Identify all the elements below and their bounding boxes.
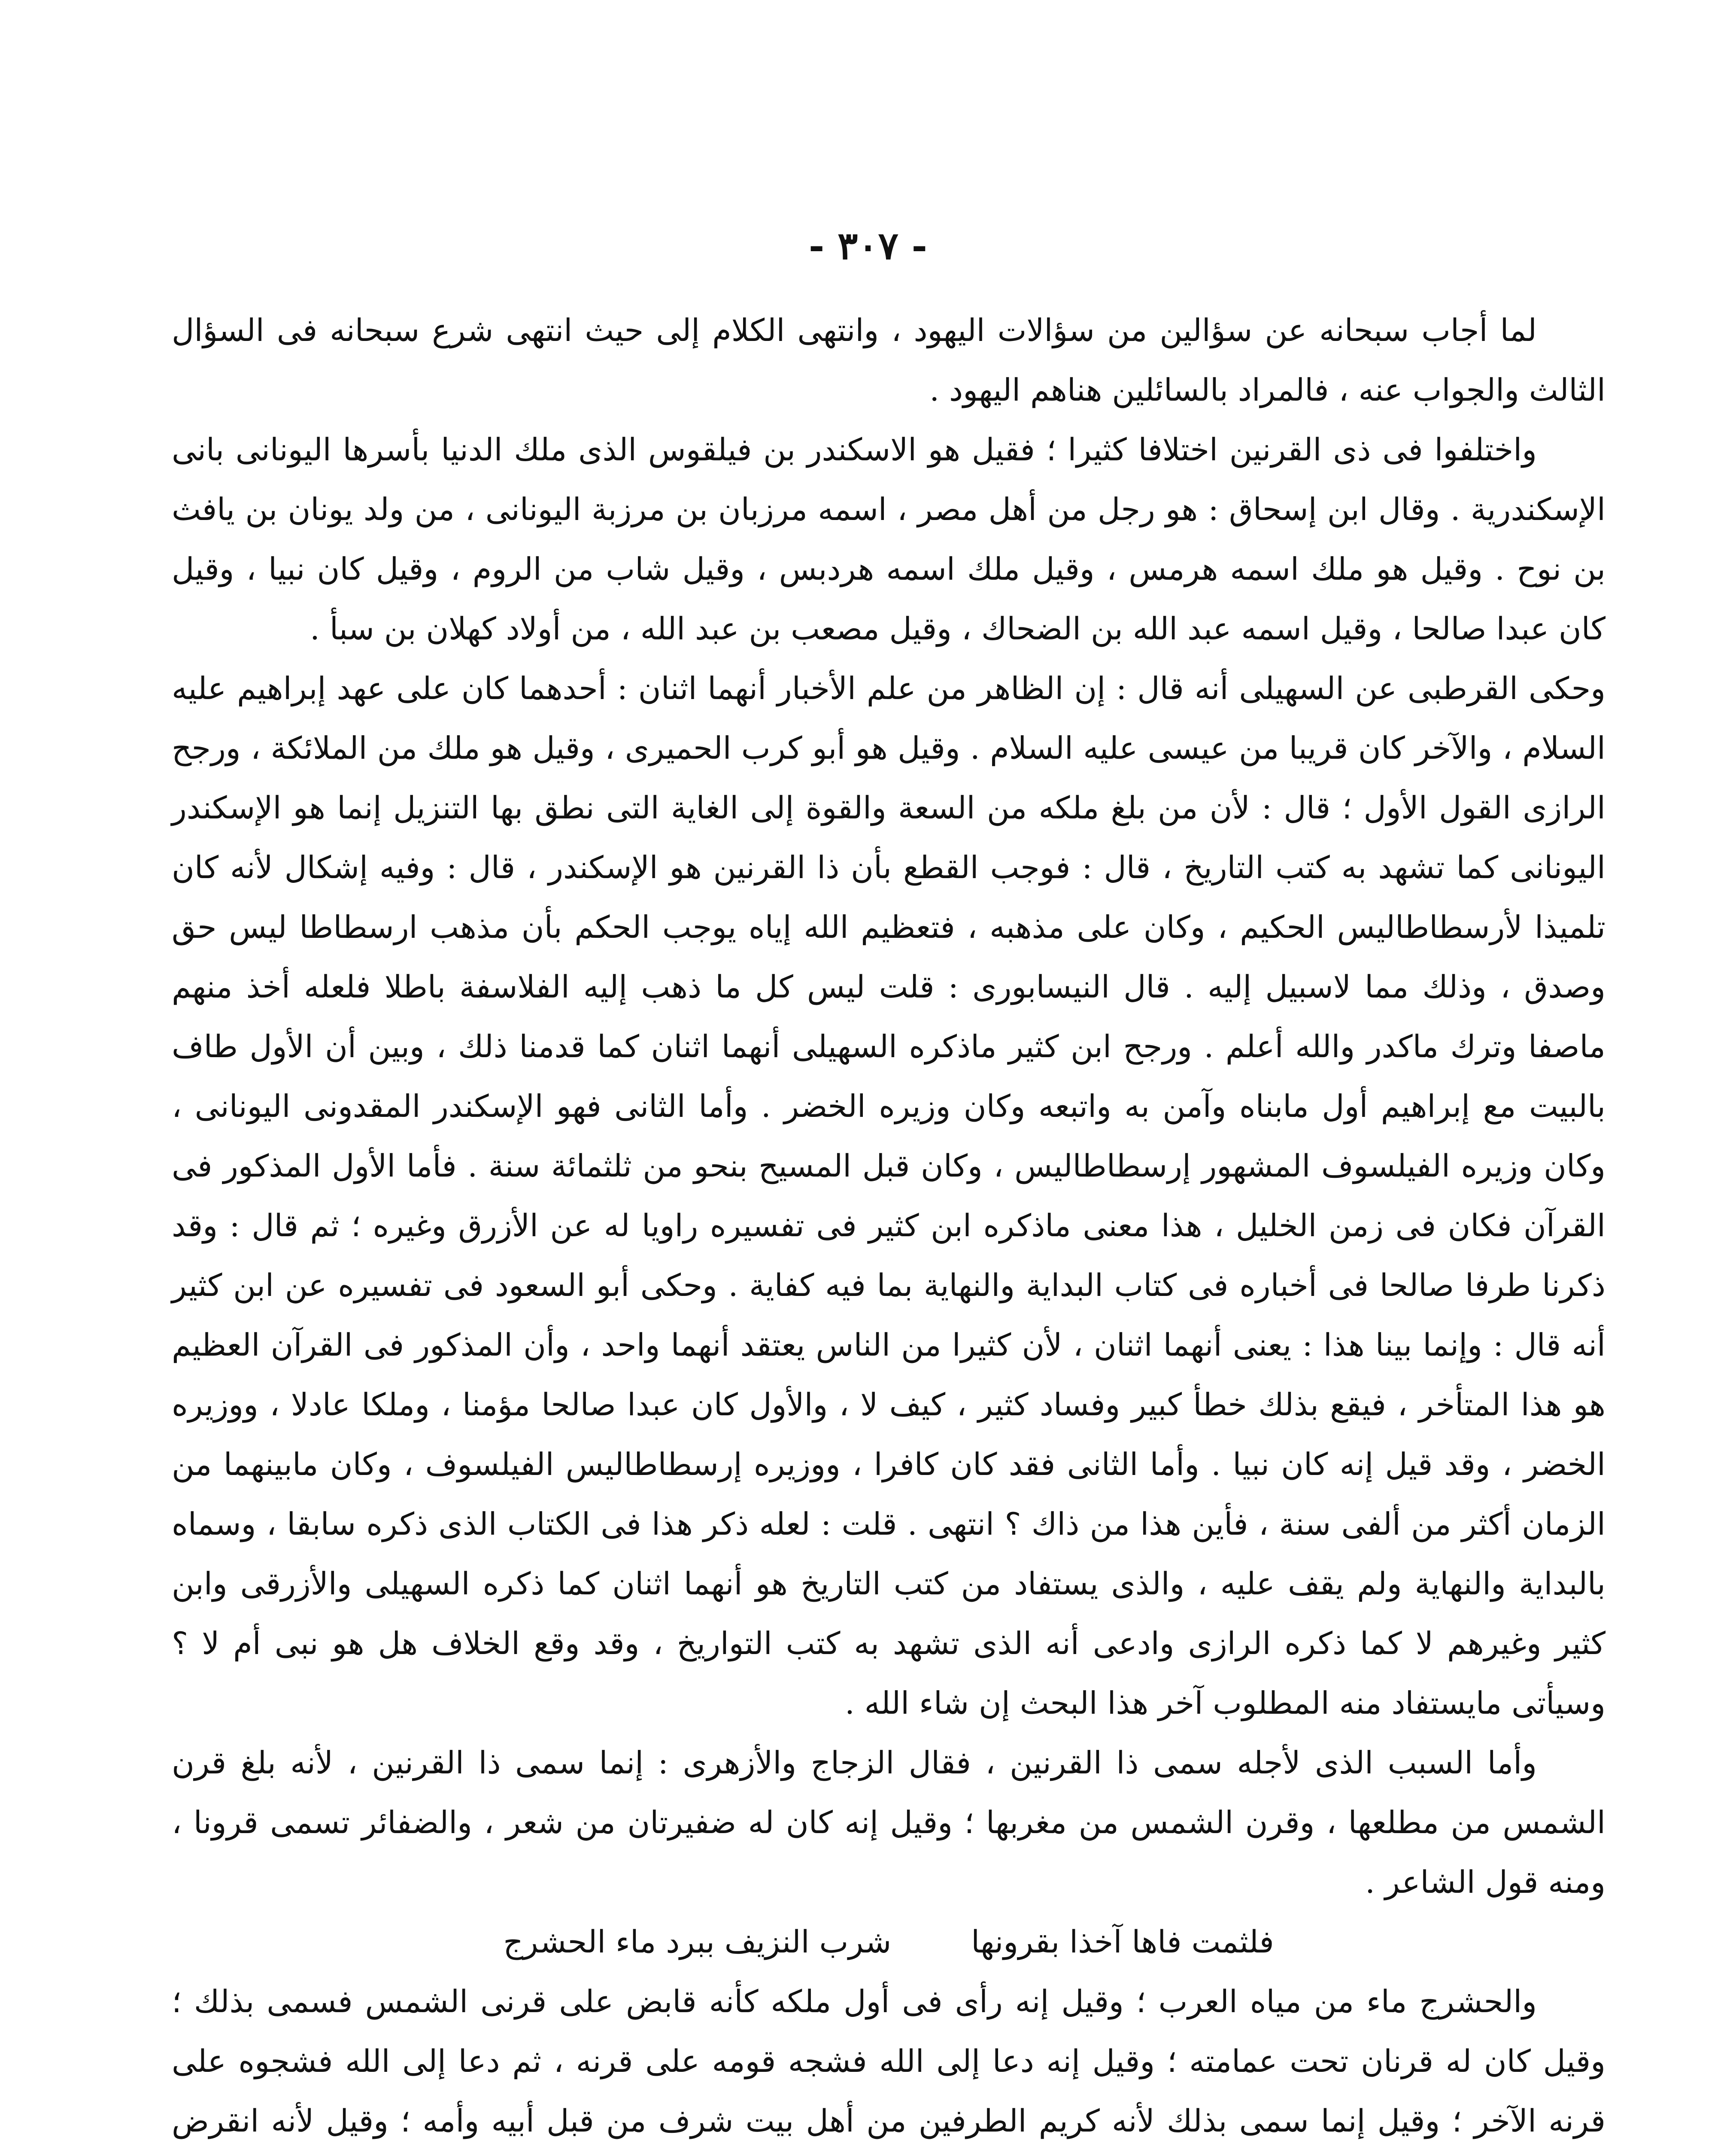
paragraph-intro: لما أجاب سبحانه عن سؤالين من سؤالات اليهود ، وانتهى الكلام إلى حيث انتهى شرع سبحانه فى السؤال الثالث والجواب عنه ، فالمراد بالسائلين هناهم اليهود . bbox=[172, 312, 1605, 408]
paragraph-opinions: واختلفوا فى ذى القرنين اختلافا كثيرا ؛ فقيل هو الاسكندر بن فيلقوس الذى ملك الدنيا بأسرها اليونانى بانى الإسكندرية . وقال ابن إسحاق : هو رجل من أهل مصر ، اسمه مرزبان بن مرزبة اليونانى ، من ولد يونان بن يافث بن نوح . وقيل هو ملك اسمه هرمس ، وقيل ملك اسمه هردبس ، وقيل شاب من الروم ، وقيل كان نبيا ، وقيل كان عبدا صالحا ، وقيل اسمه عبد الله بن الضحاك ، وقيل مصعب بن عبد الله ، من أولاد كهلان بن سبأ . bbox=[172, 432, 1605, 647]
paragraph-name-reason: وأما السبب الذى لأجله سمى ذا القرنين ، فقال الزجاج والأزهرى : إنما سمى ذا القرنين ، لأنه بلغ قرن الشمس من مطلعها ، وقرن الشمس من مغربها ؛ وقيل إنه كان له ضفيرتان من شعر ، والضفائر تسمى قرونا ، ومنه قول الشاعر . bbox=[172, 1745, 1605, 1900]
paragraph-closing: والحشرج ماء من مياه العرب ؛ وقيل إنه رأى فى أول ملكه كأنه قابض على قرنى الشمس فسمى بذلك ؛ وقيل كان له قرنان تحت عمامته ؛ وقيل إنه دعا إلى الله فشجه قومه على قرنه ، ثم دعا إلى الله فشجوه على قرنه الآخر ؛ وقيل إنما سمى بذلك لأنه كريم الطرفين من أهل بيت شرف من قبل أبيه وأمه ؛ وقيل لأنه انقرض bbox=[172, 1983, 1605, 2139]
verse-hemistich-second: شرب النزيف ببرد ماء الحشرج bbox=[503, 1924, 892, 1960]
body-text bbox=[172, 301, 1605, 2147]
verse-hemistich-first: فلثمت فاها آخذا بقرونها bbox=[971, 1924, 1274, 1960]
paragraph-discussion: وحكى القرطبى عن السهيلى أنه قال : إن الظاهر من علم الأخبار أنهما اثنان : أحدهما كان على عهد إبراهيم عليه السلام ، والآخر كان قريبا من عيسى عليه السلام . وقيل هو أبو كرب الحميرى ، وقيل هو ملك من الملائكة ، ورجح الرازى القول الأول ؛ قال : لأن من بلغ ملكه من السعة والقوة إلى الغاية التى نطق بها التنزيل إنما هو الإسكندر اليونانى كما تشهد به كتب التاريخ ، قال : فوجب القطع بأن ذا القرنين هو الإسكندر ، قال : وفيه إشكال لأنه كان تلميذا لأرسطاطاليس الحكيم ، وكان على مذهبه ، فتعظيم الله إياه يوجب الحكم بأن مذهب ارسطاطا ليس حق وصدق ، وذلك مما لاسبيل إليه . قال النيسابورى : قلت ليس كل ما ذهب إليه الفلاسفة باطلا فلعله أخذ منهم ماصفا وترك ماكدر والله أعلم . ورجح ابن كثير ماذكره السهيلى أنهما اثنان كما قدمنا ذلك ، وبين أن الأول طاف بالبيت مع إبراهيم أول مابناه وآمن به واتبعه وكان وزيره الخضر . وأما الثانى فهو الإسكندر المقدونى اليونانى ، وكان وزيره الفيلسوف المشهور إرسطاطاليس ، وكان قبل المسيح بنحو من ثلثمائة سنة . فأما الأول المذكور فى القرآن فكان فى زمن الخليل ، هذا معنى ماذكره ابن كثير فى تفسيره راويا له عن الأزرق وغيره ؛ ثم قال : وقد ذكرنا طرفا صالحا فى أخباره فى كتاب البداية والنهاية بما فيه كفاية . وحكى أبو السعود فى تفسيره عن ابن كثير أنه قال : وإنما بينا هذا : يعنى أنهما اثنان ، لأن كثيرا من الناس يعتقد أنهما واحد ، وأن المذكور فى القرآن العظيم هو هذا المتأخر ، فيقع بذلك خطأ كبير وفساد كثير ، كيف لا ، والأول كان عبدا صالحا مؤمنا ، وملكا عادلا ، ووزيره الخضر ، وقد قيل إنه كان نبيا . وأما الثانى فقد كان كافرا ، ووزيره إرسطاطاليس الفيلسوف ، وكان مابينهما من الزمان أكثر من ألفى سنة ، فأين هذا من ذاك ؟ انتهى . قلت : لعله ذكر هذا فى الكتاب الذى ذكره سابقا ، وسماه بالبداية والنهاية ولم يقف عليه ، والذى يستفاد من كتب التاريخ هو أنهما اثنان كما ذكره السهيلى والأزرقى وابن كثير وغيرهم لا كما ذكره الرازى وادعى أنه الذى تشهد به كتب التواريخ ، وقد وقع الخلاف هل هو نبى أم لا ؟ وسيأتى مايستفاد منه المطلوب آخر هذا البحث إن شاء الله . bbox=[172, 670, 1606, 1721]
page-number: - ٣٠٧ - bbox=[808, 223, 928, 268]
poetry-verse bbox=[172, 1912, 1605, 1972]
